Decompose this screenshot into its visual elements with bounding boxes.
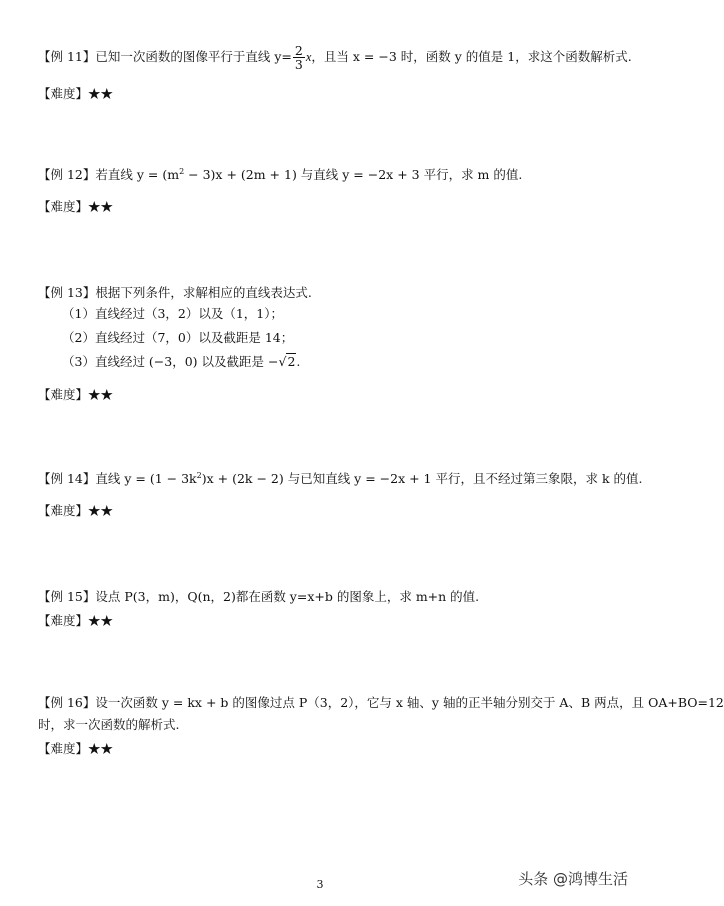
difficulty-rating: 【难度】★★ — [38, 741, 114, 756]
question-text: − 3)x + (2m + 1) 与直线 y = −2x + 3 平行，求 m 的值. — [184, 167, 523, 182]
condition-item-1: （1）直线经过（3，2）以及（1，1）； — [62, 306, 284, 321]
difficulty-rating: 【难度】★★ — [38, 86, 114, 101]
example-label: 【例 14】 — [38, 471, 96, 486]
difficulty-rating: 【难度】★★ — [38, 387, 114, 402]
sqrt-radicand: 2 — [287, 354, 296, 369]
question-text: 设点 P(3，m)，Q(n，2)都在函数 y=x+b 的图象上，求 m+n 的值. — [95, 589, 480, 604]
superscript: 2 — [196, 470, 202, 480]
page-number: 3 — [316, 878, 324, 891]
example-15 — [38, 588, 616, 630]
example-label: 【例 11】 — [38, 49, 96, 64]
question-text: 若直线 y = (m — [95, 167, 180, 182]
example-label: 【例 12】 — [38, 167, 96, 182]
question-text-continued: 时，求一次函数的解析式. — [38, 717, 180, 732]
example-11-question — [38, 43, 632, 72]
example-13-question — [38, 284, 616, 302]
question-text: 根据下列条件，求解相应的直线表达式. — [95, 285, 312, 300]
question-text: 直线 y = (1 − 3k — [95, 471, 197, 486]
watermark: 头条 @鸿博生活 — [518, 870, 628, 888]
condition-item-3 — [38, 350, 616, 374]
example-label: 【例 13】 — [38, 285, 96, 300]
difficulty-rating: 【难度】★★ — [38, 503, 114, 518]
example-14-question — [38, 470, 643, 488]
question-text: ，且当 x = −3 时，函数 y 的值是 1，求这个函数解析式. — [311, 49, 632, 64]
question-text: )x + (2k − 2) 与已知直线 y = −2x + 1 平行，且不经过第三象限，求 k 的值. — [201, 471, 643, 486]
question-text: 已知一次函数的图像平行于直线 y= — [95, 49, 292, 64]
fraction — [293, 44, 305, 71]
condition-end: . — [296, 354, 301, 369]
question-text: x — [305, 50, 312, 64]
example-label: 【例 16】 — [38, 695, 96, 710]
sqrt-sign: √ — [278, 354, 287, 369]
difficulty-rating: 【难度】★★ — [38, 613, 114, 628]
example-12-question — [38, 166, 616, 184]
fraction-numerator: 2 — [294, 43, 303, 58]
difficulty-rating: 【难度】★★ — [38, 199, 114, 214]
question-text: 设一次函数 y = kx + b 的图像过点 P（3，2），它与 x 轴、y 轴的正半轴分别交于 A、B 两点，且 OA+BO=12 — [95, 695, 724, 710]
example-16 — [38, 694, 724, 758]
condition-item-2: （2）直线经过（7，0）以及截距是 14； — [62, 330, 294, 345]
example-13 — [38, 284, 616, 404]
example-12 — [38, 166, 616, 216]
condition-text: （3）直线经过 (−3，0) 以及截距是 − — [62, 354, 279, 369]
example-14 — [38, 470, 643, 520]
superscript: 2 — [179, 166, 185, 176]
fraction-denominator: 3 — [294, 57, 303, 72]
example-15-question: 【例 15】 — [38, 589, 96, 604]
example-16-question — [38, 694, 724, 712]
example-11 — [38, 43, 632, 103]
